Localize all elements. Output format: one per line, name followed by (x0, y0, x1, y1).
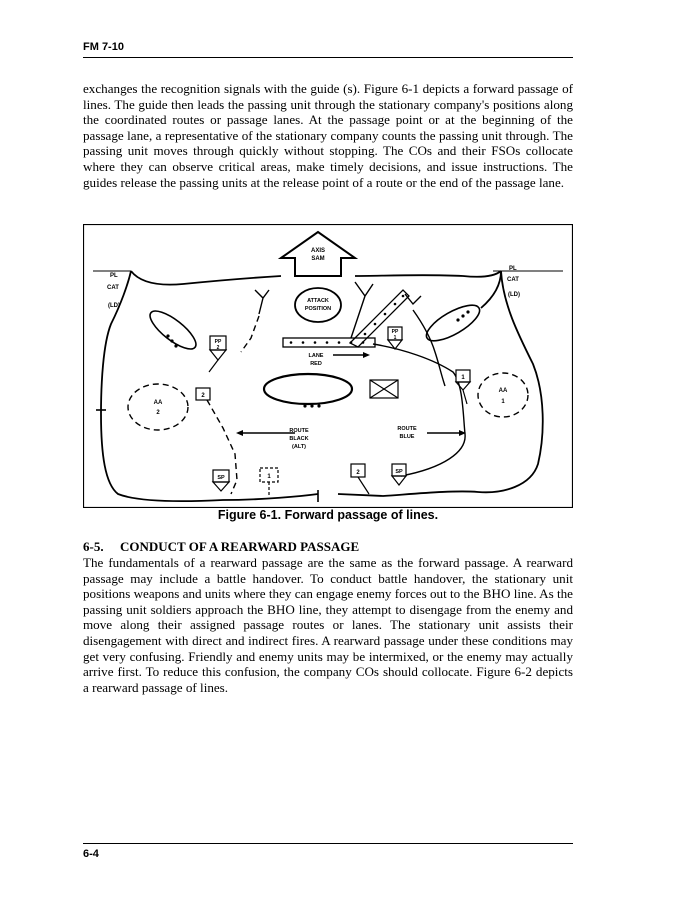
obstacle-left-dot-2 (170, 339, 173, 342)
axis-label-1: AXIS (310, 248, 326, 254)
attack-label-1: ATTACK (307, 298, 329, 304)
pp2-label-1: PP (214, 339, 222, 345)
aa1-label-1: AA (498, 388, 508, 394)
obstacle-left (145, 305, 201, 355)
pp2-flag (210, 350, 226, 360)
aa1-label-2: 1 (501, 399, 505, 405)
figure-6-1-diagram (83, 224, 573, 508)
axis-arrow (281, 232, 355, 276)
route-blue-label-2: BLUE (399, 434, 415, 440)
axis-label-2: SAM (311, 256, 325, 262)
obstacle-center-dot-1 (303, 404, 306, 407)
figure-caption: Figure 6-1. Forward passage of lines. (217, 508, 439, 522)
rp1-stem (463, 390, 467, 404)
pl-left-3: (LD) (108, 303, 120, 309)
company-boundary (101, 271, 501, 501)
route-y-left (255, 290, 269, 314)
lane-arrow-head (363, 352, 370, 358)
company-boundary-right (338, 271, 543, 496)
pl-right-3: (LD) (508, 292, 520, 298)
obstacle-center-dot-2 (310, 404, 313, 407)
route-blue-label-1: ROUTE (397, 426, 417, 432)
lane-horizontal (283, 338, 375, 347)
aa1-area (478, 373, 528, 417)
section-heading (83, 539, 359, 555)
obstacle-right-dot-3 (466, 310, 469, 313)
route-y-right (405, 294, 421, 304)
page-header: FM 7-10 (83, 41, 124, 53)
route-black-label-2: BLACK (289, 436, 309, 442)
aa2-label-2: 2 (156, 410, 160, 416)
box2-label: 2 (356, 470, 360, 476)
route-blue-branch (413, 310, 445, 386)
obstacle-center-dot-3 (317, 404, 320, 407)
obstacle-center (264, 374, 352, 404)
box2-stem (358, 477, 369, 494)
pp1-label-1: PP (391, 329, 399, 335)
lane-label-2: RED (310, 361, 322, 367)
pl-left-2: CAT (107, 285, 119, 291)
pl-right-2: CAT (507, 277, 519, 283)
route-y-center (351, 282, 373, 338)
sp-right-label: SP (395, 469, 403, 475)
pl-left-1: PL (110, 273, 118, 279)
pp2-label-2: 2 (216, 345, 220, 351)
obstacle-right-dot-2 (461, 314, 464, 317)
attack-label-2: POSITION (304, 306, 332, 312)
obstacle-right-dot-1 (456, 318, 459, 321)
paragraph-2: The fundamentals of a rearward passage are the same as the forward passage. A rearward passage may include a battle handover. To conduct battle handover, the stationary unit positions weapons and units where they can engage enemy forces out to the BHO line. As the passing unit soldiers approach the BHO line, they attempt to disengage from the enemy and move along their assigned passage routes or lanes. The stationary unit assists their disengagement with direct and indirect fires. A rearward passage under these conditions may get very confusing. Friendly and enemy units may be intermixed, or the enemy may actually arrive first. To reduce this confusion, the company COs should collocate. Figure 6-2 depicts a rearward passage of lines. (83, 555, 573, 695)
lane-horizontal-dots (290, 341, 365, 344)
sp-right-flag (392, 476, 406, 485)
lane-label-1: LANE (308, 353, 324, 359)
route-black-dashed-upper (241, 316, 259, 352)
attack-position (295, 288, 341, 322)
section-number: 6-5. (83, 539, 104, 554)
sp-left-label: SP (217, 475, 225, 481)
route-black-label-3: (ALT) (292, 444, 306, 450)
rp1-label: 1 (461, 375, 465, 381)
pp1-label-2: 1 (393, 335, 397, 341)
pp2-stem (209, 360, 218, 372)
route-black-label-1: ROUTE (289, 428, 309, 434)
route-black-arrow-head (236, 430, 243, 436)
header-rule (83, 57, 573, 58)
box1-label: 1 (267, 474, 271, 480)
footer-rule (83, 843, 573, 844)
section-title: CONDUCT OF A REARWARD PASSAGE (120, 539, 360, 554)
paragraph-1: exchanges the recognition signals with the guide (s). Figure 6-1 depicts a forward passage of lines. The guide then leads the passing unit through the stationary company's positions along the coordinated routes or passage lanes. At the passage point or at the beginning of the passage lane, a representative of the stationary company counts the passing unit through. The passing unit moves through quickly without stopping. The COs and their FSOs collocate where they can observe critical areas, make timely decisions, and issue instructions. The guides release the passing units at the release point of a route or the end of the passage lane. (83, 81, 573, 190)
route-blue-line (373, 344, 465, 476)
aa2-label-1: AA (153, 400, 163, 406)
page-footer: 6-4 (83, 848, 99, 860)
obstacle-left-dot-1 (166, 334, 169, 337)
obstacle-left-dot-3 (174, 344, 177, 347)
pl-right-1: PL (509, 266, 517, 272)
sp-left-flag (213, 482, 229, 491)
aa2-area (128, 384, 188, 430)
rp2-label: 2 (201, 393, 205, 399)
